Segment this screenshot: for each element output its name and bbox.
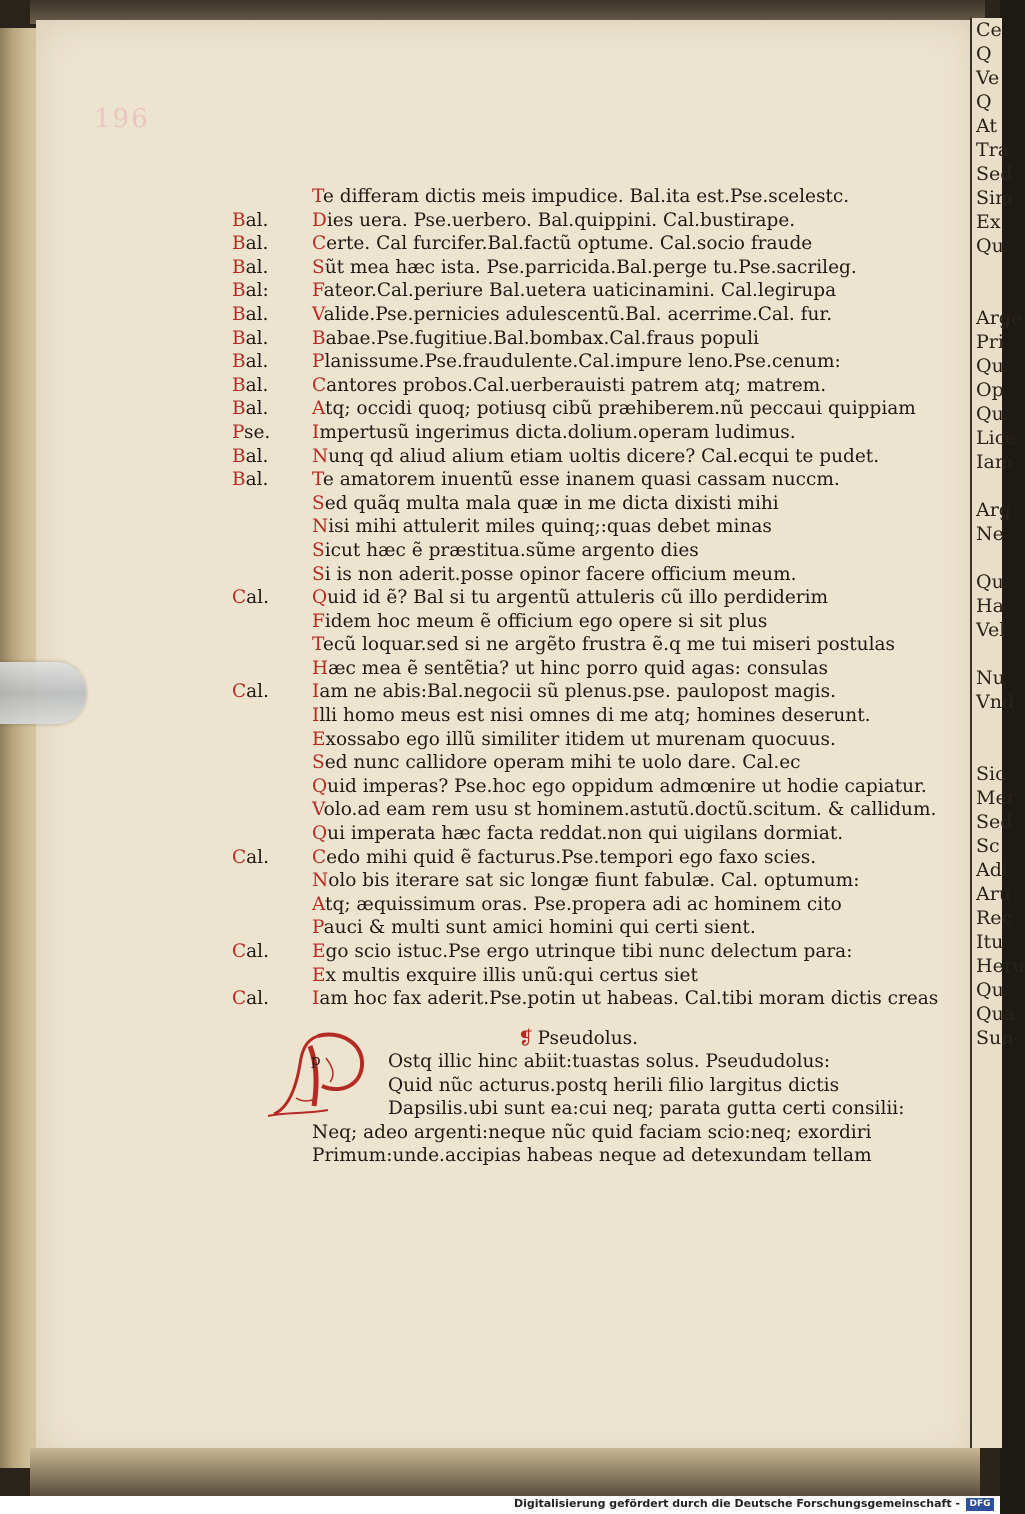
verse-line [232,751,872,775]
verse-line [232,586,872,610]
verse-line [232,657,872,681]
verse-text: Primum:unde.accipias habeas neque ad detexundam tellam [312,1145,872,1167]
facing-page-fragment: Ne [976,523,1004,545]
verse-line [232,964,872,988]
facing-page-fragment [976,714,1002,738]
verse-text: Atq; occidi quoq; potiusq cibũ præhiberem.nũ peccaui quippiam [312,398,916,420]
paragraph-mark-icon: ❡ [518,1028,534,1049]
verse-text: Planissume.Pse.fraudulente.Cal.impure leno.Pse.cenum: [312,351,841,373]
verse-line [232,728,872,752]
speaker-label: Cal. [232,681,269,703]
dfg-logo: DFG [966,1498,994,1511]
facing-page-fragment: Qu [976,979,1004,1001]
facing-page-fragment [976,474,1002,498]
facing-page-fragment: Nu [976,667,1005,689]
facing-page-fragment: Sic [976,763,1006,785]
verse-line [232,374,872,398]
speaker-label: Bal. [232,374,269,396]
verse-text: Quid id ẽ? Bal si tu argentũ attuleris cũ illo perdiderim [312,587,829,609]
verse-line [232,209,872,233]
verse-line [232,940,872,964]
speaker-label: Bal. [232,398,269,420]
verse-text: Sicut hæc ẽ præstitua.sũme argento dies [312,539,699,561]
speaker-label: Bal. [232,233,269,255]
verse-text: Quid imperas? Pse.hoc ego oppidum admœnire ut hodie capiatur. [312,775,927,797]
facing-page-fragment: Ce [976,19,1002,41]
verse-line [232,563,872,587]
footer-credit: Digitalisierung gefördert durch die Deutsche Forschungsgemeinschaft - [513,1497,960,1510]
facing-page-fragment: Pri [976,331,1004,353]
verse-text: Quid nũc acturus.postq herili filio largitus dictis [388,1074,840,1096]
verse-text: Nunq qd aliud alium etiam uoltis dicere? Cal.ecqui te pudet. [312,445,880,467]
facing-page-fragment: Ha [976,595,1004,617]
facing-page-fragment: Vel [976,619,1006,641]
facing-page-fragment: Vnd [976,691,1015,713]
verse-text: Ego scio istuc.Pse ergo utrinque tibi nunc delectum para: [312,941,853,962]
facing-page-fragment: Ve [976,67,1000,89]
verse-text: Neq; adeo argenti:neque nũc quid faciam scio:neq; exordiri [312,1121,872,1143]
verse-text: Fateor.Cal.periure Bal.uetera uaticinamini. Cal.legirupa [312,280,837,302]
speaker-label: Bal. [232,469,269,491]
verse-text: Cantores probos.Cal.uerberauisti patrem atq; matrem. [312,374,827,396]
verse-line [232,515,872,539]
verse-text: Volo.ad eam rem usu st hominem.astutũ.doctũ.scitum. & callidum. [312,799,937,821]
verse-text: Nisi mihi attulerit miles quinq;:quas debet minas [312,516,772,538]
verse-line [296,1074,896,1098]
verse-line [232,232,872,256]
verse-line [232,798,937,822]
verse-line [232,893,872,917]
verse-text: Sũt mea hæc ista. Pse.parricida.Bal.perge tu.Pse.sacrileg. [312,256,857,278]
facing-page-fragment: Heru [976,955,1025,977]
speaker-label: Bal. [232,351,269,373]
speaker-label: Bal. [232,327,269,349]
facing-page-fragment: Q [976,43,992,65]
verse-text: Dies uera. Pse.uerbero. Bal.quippini. Cal.bustirape. [312,209,796,231]
verse-text: Atq; æquissimum oras. Pse.propera adi ac hominem cito [312,893,842,915]
verse-line [232,539,872,563]
facing-page-fragment: Qua [976,1003,1016,1025]
speaker-label: Cal. [232,587,269,609]
verse-text: Qui imperata hæc facta reddat.non qui uigilans dormiat. [312,823,844,845]
verse-text: Exossabo ego illũ similiter itidem ut murenam quocuus. [312,728,836,750]
verse-text: Si is non aderit.posse opinor facere officium meum. [312,563,797,585]
speaker-label: Bal. [232,303,269,325]
verse-line [232,256,872,280]
speaker-label: Bal. [232,209,269,231]
facing-page-fragment: At [976,115,998,137]
verse-line [232,869,872,893]
verse-line [232,704,872,728]
verse-line [232,421,872,445]
facing-page-fragment: Adi [976,859,1008,881]
speaker-label: Cal. [232,846,269,868]
verse-text: Certe. Cal furcifer.Bal.factũ optume. Cal.socio fraude [312,233,813,255]
verse-line [232,846,872,870]
verse-text: Impertusũ ingerimus dicta.dolium.operam ludimus. [312,421,796,443]
facing-page-fragment: Iam [976,451,1013,473]
verse-line [232,445,880,469]
verse-line [232,492,872,516]
verse-text: Pauci & multi sunt amici homini qui certi sient. [312,917,756,939]
verse-text: Te amatorem inuentũ esse inanem quasi cassam nuccm. [312,469,840,491]
speaker-label: Cal. [232,941,269,962]
verse-line [232,680,872,704]
facing-page-fragment [976,738,1002,762]
verse-text: Iam hoc fax aderit.Pse.potin ut habeas. Cal.tibi moram dictis creas [312,988,939,1010]
verse-line [232,822,872,846]
facing-page-fragment: Arg [976,499,1011,521]
facing-page-fragment: Sun [976,1027,1014,1049]
facing-page-fragment [976,258,1002,282]
verse-line [232,633,896,657]
facing-page-fragment: Sc [976,835,1000,857]
heading-text: Pseudolus. [537,1028,639,1049]
facing-page-fragment: Sed [976,811,1013,833]
facing-page-fragment: Itu [976,931,1004,953]
verse-text: Sed nunc callidore operam mihi te uolo dare. Cal.ec [312,752,801,774]
verse-line [232,350,872,374]
facing-page-fragment: Qu [976,235,1004,257]
verse-line [232,279,872,303]
facing-page-fragment: Qu [976,403,1004,425]
verse-line [232,468,872,492]
facing-page-fragment: Lice [976,427,1017,449]
verse-line [232,185,872,209]
verse-text: Dapsilis.ubi sunt ea:cui neq; parata gutta certi consilii: [388,1098,905,1120]
facing-page-fragment [976,546,1002,570]
verse-line [232,775,927,799]
verse-line [232,303,872,327]
facing-page-fragment [976,282,1002,306]
page-edge-bottom [30,1448,980,1496]
verse-text: Tecũ loquar.sed si ne argẽto frustra ẽ.q me tui miseri postulas [312,634,896,656]
verse-line [232,916,872,940]
facing-page [970,18,1025,1448]
verse-line [296,1144,896,1168]
speaker-label: Bal: [232,280,269,302]
verse-line [296,1097,905,1121]
guide-letter: p [311,1051,321,1069]
verse-text: Ex multis exquire illis unũ:qui certus siet [312,964,698,986]
facing-page-fragment: Sed [976,163,1013,185]
facing-page-fragment: Rec [976,907,1013,929]
facing-page-fragment: Qu [976,571,1004,593]
speaker-label: Pse. [232,421,271,443]
verse-text: Te differam dictis meis impudice. Bal.ita est.Pse.scelestc. [312,186,850,207]
facing-page-fragment: Arge [976,307,1023,329]
verse-text: Fidem hoc meum ẽ officium ego opere si sit plus [312,610,768,632]
verse-line [232,327,872,351]
verse-line [232,397,916,421]
after-drop-cap-block [296,1050,905,1168]
verse-text: Iam ne abis:Bal.negocii sũ plenus.pse. paulopost magis. [312,681,836,703]
facing-page-fragment: Ex [976,211,1001,233]
verse-text: Valide.Pse.pernicies adulescentũ.Bal. acerrime.Cal. fur. [312,303,833,325]
facing-page-fragment [976,642,1002,666]
verse-text: Cedo mihi quid ẽ facturus.Pse.tempori ego faxo scies. [312,846,817,868]
page-clip [0,662,86,724]
verse-text: Sed quãq multa mala quæ in me dicta dixisti mihi [312,492,779,514]
verse-text: Babae.Pse.fugitiue.Bal.bombax.Cal.fraus populi [312,327,759,349]
verse-text: Illi homo meus est nisi omnes di me atq; homines deserunt. [312,705,871,727]
speaker-label: Bal. [232,256,269,278]
facing-page-fragment: Qu [976,355,1004,377]
facing-page-fragment: Tra [976,139,1010,161]
verse-text: Nolo bis iterare sat sic longæ fiunt fabulæ. Cal. optumum: [312,870,860,892]
facing-page-fragment: Op [976,379,1004,401]
verse-text: Ostq illic hinc abiit:tuastas solus. Pseududolus: [388,1051,831,1072]
facing-page-fragment: Mer [976,787,1016,809]
facing-page-fragment: Sim [976,187,1014,209]
facing-page-fragment: Q [976,91,992,113]
verse-text: Hæc mea ẽ sentẽtia? ut hinc porro quid agas: consulas [312,657,828,679]
facing-page-fragment: Aru [976,883,1012,905]
verse-line [232,987,939,1011]
verse-line [232,610,872,634]
speaker-label: Cal. [232,988,269,1010]
footer-bar [0,1496,1000,1514]
verse-line [296,1121,896,1145]
verse-block [232,185,939,1011]
speaker-label: Bal. [232,445,269,467]
verse-line [296,1050,896,1074]
page-number: 196 [94,104,150,134]
